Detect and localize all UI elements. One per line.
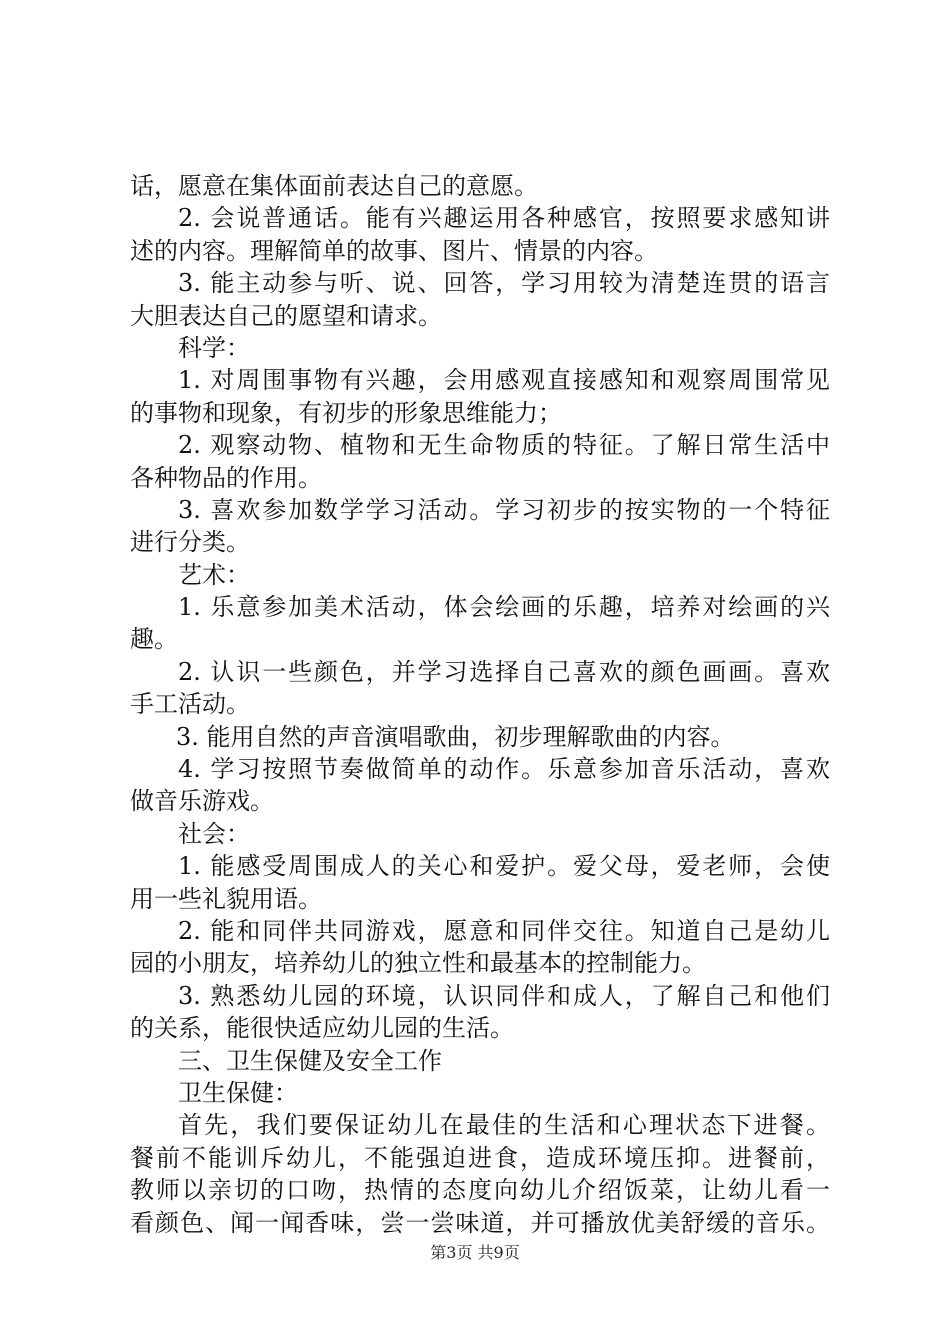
text-line: 大胆表达自己的愿望和请求。 <box>130 301 442 330</box>
text-line: 的事物和现象，有初步的形象思维能力； <box>130 398 562 427</box>
text-line: 4. 学习按照节奏做简单的动作。乐意参加音乐活动，喜欢 <box>178 755 830 784</box>
text-line: 1. 能感受周围成人的关心和爱护。爱父母，爱老师，会使 <box>178 852 830 881</box>
section-heading-society: 社会： <box>178 819 250 848</box>
section-heading-science: 科学： <box>178 333 250 362</box>
text-line: 话，愿意在集体面前表达自己的意愿。 <box>130 172 538 200</box>
text-line: 手工活动。 <box>130 690 250 719</box>
text-line: 教师以亲切的口吻，热情的态度向幼儿介绍饭菜，让幼儿看一 <box>130 1176 830 1205</box>
text-line: 1. 对周围事物有兴趣，会用感观直接感知和观察周围常见 <box>178 366 830 395</box>
text-line: 2. 认识一些颜色，并学习选择自己喜欢的颜色画画。喜欢 <box>178 657 830 686</box>
section-heading-art: 艺术： <box>178 560 250 589</box>
text-line: 3. 能用自然的声音演唱歌曲，初步理解歌曲的内容。 <box>176 722 735 751</box>
subsection-heading-hygiene: 卫生保健： <box>178 1078 298 1107</box>
page-footer: 第3页 共9页 <box>430 1243 520 1262</box>
text-line: 首先，我们要保证幼儿在最佳的生活和心理状态下进餐。 <box>178 1111 830 1140</box>
text-line: 趣。 <box>130 625 178 654</box>
text-line: 看颜色、闻一闻香味，尝一尝味道，并可播放优美舒缓的音乐。 <box>130 1208 830 1237</box>
text-line: 3. 喜欢参加数学学习活动。学习初步的按实物的一个特征 <box>178 495 830 524</box>
text-line: 进行分类。 <box>130 528 250 557</box>
text-line: 2. 会说普通话。能有兴趣运用各种感官，按照要求感知讲 <box>178 204 830 233</box>
text-line: 的关系，能很快适应幼儿园的生活。 <box>130 1014 514 1043</box>
text-line: 述的内容。理解简单的故事、图片、情景的内容。 <box>130 236 658 265</box>
text-line: 2. 能和同伴共同游戏，愿意和同伴交往。知道自己是幼儿 <box>178 916 830 945</box>
text-line: 1. 乐意参加美术活动，体会绘画的乐趣，培养对绘画的兴 <box>178 593 830 622</box>
document-body <box>130 170 830 1239</box>
text-line: 2. 观察动物、植物和无生命物质的特征。了解日常生活中 <box>178 431 830 460</box>
text-line: 3. 能主动参与听、说、回答，学习用较为清楚连贯的语言 <box>178 269 830 298</box>
text-line: 园的小朋友，培养幼儿的独立性和最基本的控制能力。 <box>130 949 706 978</box>
text-line: 3. 熟悉幼儿园的环境，认识同伴和成人，了解自己和他们 <box>178 981 830 1010</box>
text-line: 餐前不能训斥幼儿，不能强迫进食，造成环境压抑。进餐前， <box>130 1143 830 1172</box>
text-line: 各种物品的作用。 <box>130 463 322 492</box>
text-line: 做音乐游戏。 <box>130 787 274 816</box>
section-heading-hygiene-safety: 三、卫生保健及安全工作 <box>178 1046 442 1075</box>
text-line: 用一些礼貌用语。 <box>130 884 322 913</box>
